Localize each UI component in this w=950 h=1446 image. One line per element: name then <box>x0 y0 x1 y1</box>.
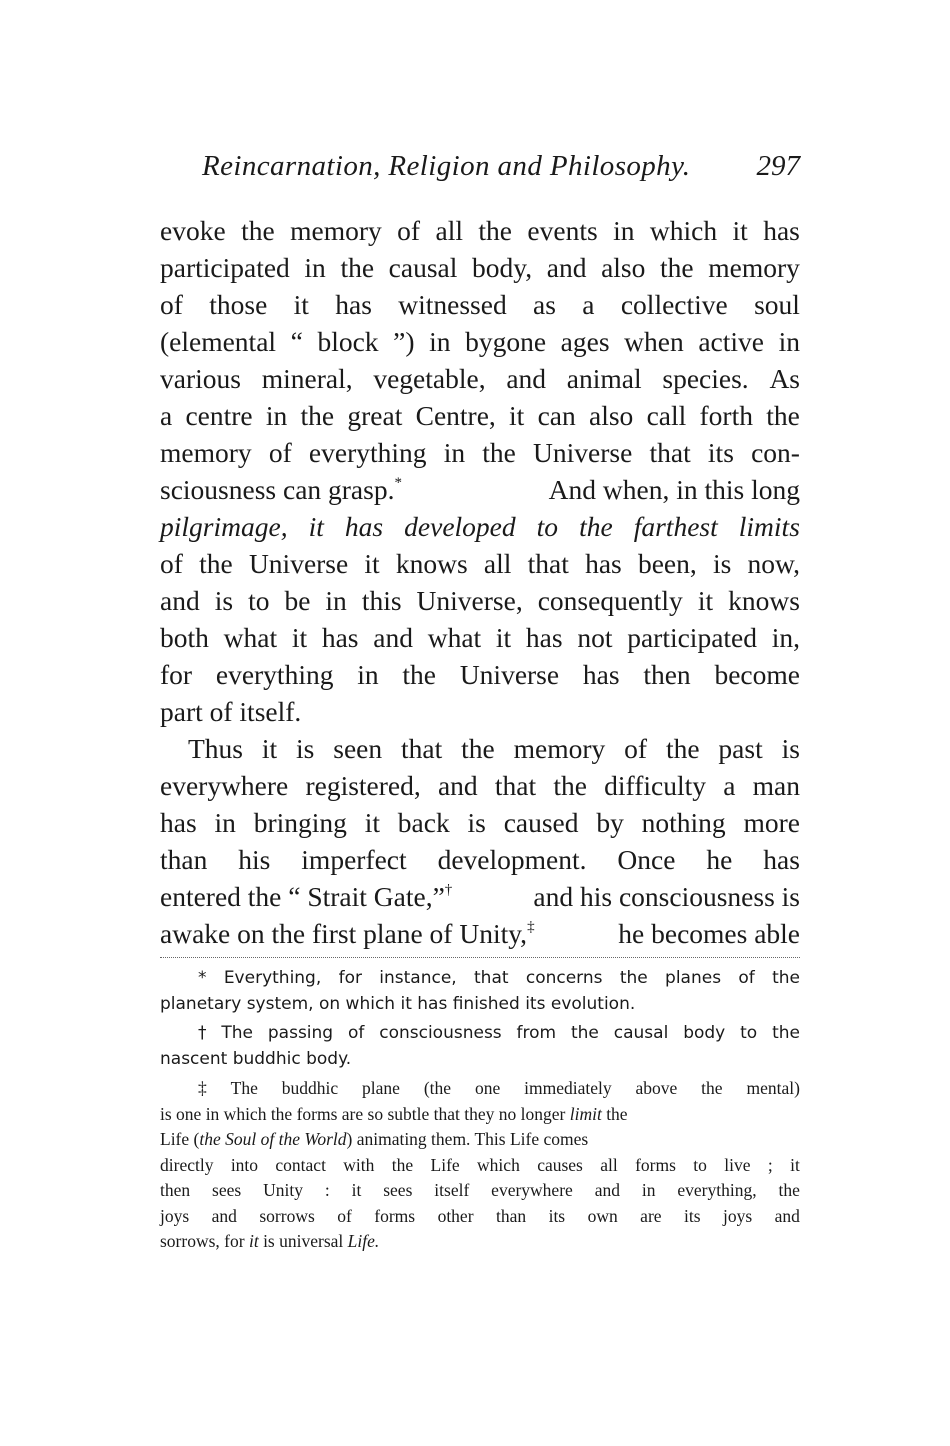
word: has <box>763 215 800 246</box>
word: caused <box>503 807 579 838</box>
word: be <box>284 585 311 616</box>
word: it <box>293 289 309 320</box>
word: concerns <box>525 968 603 988</box>
word: it <box>364 548 380 579</box>
word: Unity <box>263 1180 303 1200</box>
text-line <box>160 360 800 397</box>
word: of <box>268 437 292 468</box>
word: everything <box>308 437 427 468</box>
word: causal <box>613 1023 669 1043</box>
word: a <box>160 400 173 431</box>
word: planes <box>665 968 722 988</box>
text-line <box>160 471 800 508</box>
word: knows <box>728 585 800 616</box>
word: both <box>160 622 209 653</box>
footnote-line <box>160 1021 800 1047</box>
word: ages <box>560 326 610 357</box>
word: Centre, <box>415 400 496 431</box>
word: those <box>209 289 268 320</box>
word: a <box>723 770 736 801</box>
word: the <box>300 400 335 431</box>
word: and <box>437 770 478 801</box>
word: block <box>317 326 379 357</box>
word: sees <box>383 1180 413 1200</box>
word: in <box>304 252 326 283</box>
footnote-text: planetary system, on which it has finished its evolution. <box>160 993 636 1014</box>
text-line <box>160 582 800 619</box>
text-line <box>160 508 800 545</box>
word: the <box>619 968 648 988</box>
word: than <box>160 844 208 875</box>
word: the <box>772 1023 800 1043</box>
word: all <box>483 548 512 579</box>
text-line <box>160 434 800 471</box>
word: seen <box>333 733 383 764</box>
word: in <box>613 215 635 246</box>
word: is <box>467 807 486 838</box>
word: Everything, <box>223 968 322 988</box>
word: it <box>364 807 380 838</box>
word: Life <box>430 1154 460 1175</box>
footnote-line <box>160 1047 800 1073</box>
word: it <box>308 511 324 542</box>
word: sees <box>212 1180 242 1200</box>
word: registered, <box>305 770 421 801</box>
word: is <box>296 733 315 764</box>
word: various <box>160 363 241 394</box>
word: and <box>546 252 587 283</box>
word: the <box>402 659 437 690</box>
word: for <box>160 659 193 690</box>
word: are <box>640 1205 662 1226</box>
word: live <box>724 1154 751 1175</box>
word: The <box>230 1078 258 1098</box>
word: “ <box>290 326 303 357</box>
word: of <box>624 733 648 764</box>
text-line <box>160 212 800 249</box>
word: the <box>391 1154 414 1175</box>
word: what <box>427 622 482 653</box>
word: in <box>214 807 236 838</box>
word: has <box>335 289 372 320</box>
word: Thus <box>188 733 243 764</box>
footnote-line <box>160 1229 800 1255</box>
word: evoke <box>160 215 226 246</box>
word: mental) <box>746 1078 800 1098</box>
word: developed <box>404 511 516 542</box>
text-line <box>160 767 800 804</box>
word: ‡ <box>198 1078 207 1098</box>
line-text <box>160 619 800 656</box>
word: the <box>199 548 233 579</box>
word: to <box>536 511 559 542</box>
word: and <box>774 1205 800 1226</box>
text-line <box>160 397 800 434</box>
word: bringing <box>253 807 347 838</box>
word: participated <box>160 252 290 283</box>
word: buddhic <box>281 1078 339 1098</box>
word: in <box>265 400 288 431</box>
word: that <box>474 968 509 988</box>
word: Universe <box>459 659 560 690</box>
word: (elemental <box>160 326 277 357</box>
word: mineral, <box>261 363 353 394</box>
footnote-text: sorrows, for it is universal Life. <box>160 1231 380 1251</box>
page-header <box>160 150 800 190</box>
word: imperfect <box>301 844 407 875</box>
main-text <box>160 212 800 952</box>
word: than <box>495 1205 527 1226</box>
word: it <box>509 400 525 431</box>
line-text <box>160 286 800 323</box>
word: has <box>321 622 359 653</box>
word: it <box>697 585 714 616</box>
word: not <box>577 622 613 653</box>
word: in <box>641 1180 656 1200</box>
word: and <box>506 363 547 394</box>
word: everything, <box>677 1180 757 1200</box>
word: that <box>527 548 569 579</box>
word: more <box>743 807 800 838</box>
line-text <box>160 397 800 434</box>
word: † <box>198 1023 207 1043</box>
line-text <box>160 804 800 841</box>
word: the <box>766 400 800 431</box>
word: is <box>712 548 732 579</box>
word: is <box>781 733 800 764</box>
word: * <box>198 968 207 988</box>
word: difficulty <box>604 770 706 801</box>
text-line <box>160 619 800 656</box>
line-text <box>160 212 800 249</box>
word: directly <box>160 1154 214 1175</box>
word: has <box>525 622 563 653</box>
word: it <box>261 733 278 764</box>
word: it <box>495 622 512 653</box>
footnote-line <box>160 1102 800 1128</box>
word: Universe <box>248 548 349 579</box>
word: consequently <box>537 585 683 616</box>
word: contact <box>275 1154 326 1175</box>
word: everywhere <box>491 1180 573 1200</box>
word: has <box>585 548 622 579</box>
line-text <box>160 767 800 804</box>
line-text <box>160 323 800 360</box>
footnote-divider <box>160 957 800 958</box>
word: forms <box>374 1205 416 1226</box>
word: then <box>643 659 691 690</box>
footnotes <box>160 966 800 1255</box>
word: to <box>740 1023 758 1043</box>
line-text: entered the “ Strait Gate,”† <box>160 881 453 912</box>
word: consciousness <box>379 1023 502 1043</box>
word: forms <box>635 1154 676 1175</box>
line-text-tail: he becomes able <box>618 918 800 949</box>
word: in <box>778 326 800 357</box>
word: own <box>587 1205 618 1226</box>
word: into <box>230 1154 259 1175</box>
word: is <box>214 585 234 616</box>
word: its <box>707 437 734 468</box>
line-text <box>160 656 800 693</box>
word: all <box>600 1154 618 1175</box>
word: when <box>624 326 684 357</box>
word: in <box>357 659 379 690</box>
word: body <box>683 1023 726 1043</box>
word: what <box>223 622 278 653</box>
word: passing <box>267 1023 334 1043</box>
word: that <box>494 770 537 801</box>
line-text <box>160 508 800 545</box>
word: in <box>429 326 451 357</box>
word: memory <box>290 215 382 246</box>
text-line <box>160 249 800 286</box>
word: by <box>596 807 624 838</box>
text-line <box>160 804 800 841</box>
word: : <box>324 1180 330 1200</box>
word: joys <box>160 1205 190 1226</box>
line-text <box>160 841 800 878</box>
word: a <box>582 289 595 320</box>
word: participated <box>627 622 757 653</box>
word: past <box>718 733 763 764</box>
word: the <box>570 1023 599 1043</box>
word: farthest <box>633 511 718 542</box>
word: Universe <box>533 437 633 468</box>
word: everything <box>215 659 334 690</box>
word: ”) <box>393 326 415 357</box>
word: of <box>397 215 421 246</box>
line-text <box>160 249 800 286</box>
word: the <box>579 511 613 542</box>
footnote-line <box>160 1204 800 1230</box>
word: forth <box>699 400 753 431</box>
word: pilgrimage, <box>160 511 288 542</box>
word: nothing <box>641 807 726 838</box>
page-number: 297 <box>756 150 800 182</box>
word: also <box>601 252 646 283</box>
word: has <box>160 807 197 838</box>
word: causal <box>388 252 458 283</box>
word: instance, <box>379 968 457 988</box>
line-text <box>160 545 800 582</box>
word: that <box>649 437 691 468</box>
word: the <box>778 1180 800 1200</box>
footnote-text: nascent buddhic body. <box>160 1048 352 1069</box>
word: with <box>343 1154 375 1175</box>
word: the <box>665 733 700 764</box>
footnote-line <box>160 1153 800 1179</box>
word: con- <box>751 437 800 468</box>
word: man <box>752 770 800 801</box>
word: its <box>684 1205 701 1226</box>
text-line <box>160 286 800 323</box>
word: sorrows <box>259 1205 315 1226</box>
word: and <box>594 1180 620 1200</box>
footnote-line <box>160 992 800 1018</box>
footnote-line <box>160 966 800 992</box>
word: in, <box>771 622 800 653</box>
word: immediately <box>524 1078 612 1098</box>
line-text-tail: and his consciousness is <box>533 881 800 912</box>
text-line <box>160 545 800 582</box>
line-text <box>160 582 800 619</box>
word: it <box>351 1180 362 1200</box>
word: The <box>221 1023 253 1043</box>
word: call <box>646 400 687 431</box>
word: been, <box>637 548 697 579</box>
word: and <box>373 622 413 653</box>
footnote-text <box>160 1178 800 1204</box>
footnote-text: Life (the Soul of the World) animating them. This Life comes <box>160 1129 589 1149</box>
line-text: sciousness can grasp.* <box>160 474 402 505</box>
text-line <box>160 656 800 693</box>
footnote-text <box>160 1204 800 1230</box>
word: the <box>701 1078 723 1098</box>
text-line <box>160 841 800 878</box>
word: As <box>769 363 800 394</box>
line-text <box>188 730 800 767</box>
word: everywhere <box>160 770 289 801</box>
word: to <box>693 1154 707 1175</box>
word: of <box>337 1205 352 1226</box>
line-text-tail: And when, in this long <box>548 474 800 505</box>
word: and <box>211 1205 237 1226</box>
line-text <box>160 434 800 471</box>
word: great <box>347 400 403 431</box>
word: all <box>435 215 463 246</box>
word: in <box>325 585 347 616</box>
word: the <box>772 968 800 988</box>
word: back <box>397 807 450 838</box>
word: animal <box>566 363 642 394</box>
word: bygone <box>465 326 547 357</box>
text-line <box>160 915 800 952</box>
word: of <box>738 968 755 988</box>
word: it <box>732 215 748 246</box>
word: the <box>461 733 495 764</box>
footnote-text <box>160 1153 800 1179</box>
word: then <box>160 1180 191 1200</box>
word: in <box>443 437 466 468</box>
word: above <box>635 1078 678 1098</box>
word: of <box>160 289 183 320</box>
line-text: part of itself. <box>160 696 302 727</box>
word: knows <box>395 548 468 579</box>
word: can <box>537 400 576 431</box>
word: of <box>160 548 183 579</box>
word: causes <box>537 1154 583 1175</box>
word: limits <box>738 511 800 542</box>
word: become <box>714 659 800 690</box>
word: this <box>361 585 402 616</box>
word: ; <box>767 1154 773 1175</box>
word: events <box>527 215 598 246</box>
word: it <box>790 1154 800 1175</box>
word: his <box>238 844 271 875</box>
running-title: Reincarnation, Religion and Philosophy. <box>202 150 691 182</box>
word: Universe, <box>416 585 523 616</box>
word: he <box>706 844 733 875</box>
word: has <box>763 844 800 875</box>
word: the <box>553 770 587 801</box>
word: now, <box>747 548 800 579</box>
word: its <box>548 1205 566 1226</box>
word: active <box>698 326 764 357</box>
word: that <box>401 733 443 764</box>
footnote-line <box>160 1076 800 1102</box>
word: to <box>248 585 270 616</box>
word: collective <box>620 289 728 320</box>
word: centre <box>185 400 253 431</box>
word: has <box>582 659 620 690</box>
text-line <box>160 693 800 730</box>
word: soul <box>754 289 800 320</box>
word: the <box>482 437 516 468</box>
word: the <box>660 252 694 283</box>
word: joys <box>723 1205 753 1226</box>
word: witnessed <box>398 289 507 320</box>
footnote-text <box>198 966 800 992</box>
word: the <box>478 215 512 246</box>
line-text <box>160 360 800 397</box>
word: (the <box>423 1078 452 1098</box>
text-line <box>160 730 800 767</box>
footnote-text <box>198 1021 800 1047</box>
word: vegetable, <box>373 363 486 394</box>
word: also <box>589 400 634 431</box>
word: itself <box>434 1180 470 1200</box>
word: plane <box>362 1078 400 1098</box>
word: body, <box>472 252 533 283</box>
word: and <box>160 585 200 616</box>
word: development. <box>437 844 587 875</box>
word: memory <box>160 437 252 468</box>
word: Once <box>617 844 676 875</box>
word: as <box>533 289 556 320</box>
footnote-text <box>198 1076 800 1102</box>
word: which <box>477 1154 520 1175</box>
word: species. <box>662 363 749 394</box>
word: which <box>649 215 718 246</box>
word: memory <box>513 733 606 764</box>
word: the <box>241 215 275 246</box>
text-line <box>160 878 800 915</box>
word: other <box>437 1205 474 1226</box>
footnote-line <box>160 1127 800 1153</box>
footnote-text: is one in which the forms are so subtle that they no longer limit the <box>160 1103 628 1124</box>
word: one <box>474 1078 501 1098</box>
text-line <box>160 323 800 360</box>
word: for <box>338 968 362 988</box>
word: from <box>516 1023 557 1043</box>
word: memory <box>708 252 800 283</box>
word: it <box>291 622 308 653</box>
word: of <box>347 1023 365 1043</box>
line-text: awake on the first plane of Unity,‡ <box>160 918 535 949</box>
word: the <box>340 252 375 283</box>
word: has <box>344 511 384 542</box>
footnote-line <box>160 1178 800 1204</box>
